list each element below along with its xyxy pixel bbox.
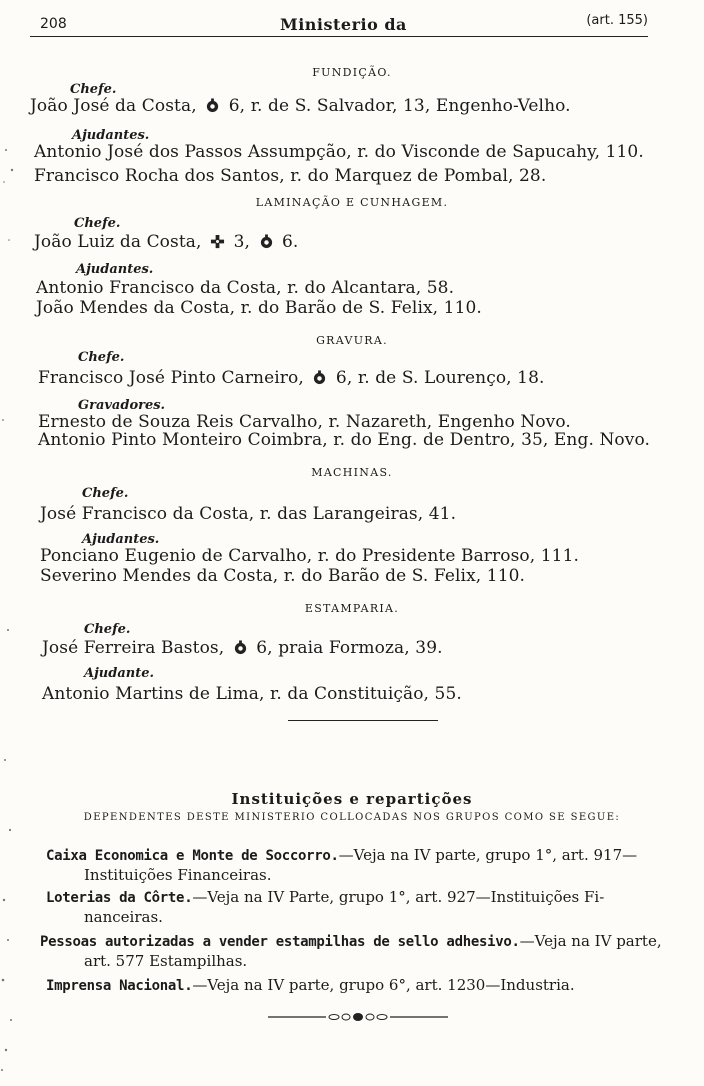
entry-name: João Luiz da Costa, [34, 232, 202, 252]
entry-name: João José da Costa, [30, 96, 197, 116]
entry-ajudante: João Mendes da Costa, r. do Barão de S. Felix, 110. [36, 298, 482, 318]
entry-middle: 3, [233, 232, 250, 252]
institution-continuation: nanceiras. [84, 908, 163, 926]
entry-ajudante: Antonio Martins de Lima, r. da Constituição, 55. [42, 684, 462, 704]
section-heading-gravura: GRAVURA. [316, 334, 388, 347]
role-label-chefe: Chefe. [82, 486, 129, 501]
institution-continuation: Instituições Financeiras. [84, 866, 272, 884]
ornamental-rule-icon [268, 1010, 448, 1024]
entry-gravador: Antonio Pinto Monteiro Coimbra, r. do Eng. de Dentro, 35, Eng. Novo. [38, 430, 651, 450]
entry-address: 6, r. de S. Lourenço, 18. [335, 368, 545, 388]
page-number: 208 [40, 16, 67, 32]
running-title: Ministerio da [280, 15, 407, 34]
section-heading-estamparia: ESTAMPARIA. [304, 602, 400, 615]
cross-badge-icon [210, 234, 225, 249]
institution-entry [46, 888, 674, 906]
entry-ajudante: Antonio José dos Passos Assumpção, r. do Visconde de Sapucahy, 110. [34, 142, 644, 162]
entry-ajudante: Severino Mendes da Costa, r. do Barão de S. Felix, 110. [40, 566, 526, 586]
institution-continuation: art. 577 Estampilhas. [84, 952, 248, 970]
institution-name: Caixa Economica e Monte de Soccorro. [46, 848, 339, 864]
institution-reference: —Veja na IV parte, [519, 932, 662, 950]
role-label-chefe: Chefe. [78, 350, 125, 365]
order-badge-icon [312, 370, 327, 385]
role-label-ajudante: Ajudante. [84, 666, 155, 681]
entry-name: Francisco José Pinto Carneiro, [38, 368, 304, 388]
entry-ajudante: Ponciano Eugenio de Carvalho, r. do Presidente Barroso, 111. [40, 546, 580, 566]
section-heading-machinas: MACHINAS. [311, 466, 393, 479]
entry-chefe-fundicao [30, 96, 571, 116]
role-label-gravadores: Gravadores. [78, 398, 166, 413]
institution-entry [40, 932, 668, 950]
role-label-chefe: Chefe. [84, 622, 131, 637]
order-badge-icon [259, 234, 274, 249]
order-badge-icon [205, 98, 220, 113]
institution-name: Pessoas autorizadas a vender estampilhas de sello adhesivo. [40, 934, 520, 950]
role-label-chefe: Chefe. [70, 82, 117, 97]
role-label-ajudantes: Ajudantes. [72, 128, 150, 143]
institution-name: Imprensa Nacional. [46, 978, 193, 994]
order-badge-icon [233, 640, 248, 655]
institution-name: Loterias da Côrte. [46, 890, 193, 906]
entry-chefe-machinas: José Francisco da Costa, r. das Larangeiras, 41. [40, 504, 457, 524]
entry-gravador: Ernesto de Souza Reis Carvalho, r. Nazareth, Engenho Novo. [38, 412, 571, 432]
section-heading-laminacao: LAMINAÇÃO E CUNHAGEM. [255, 196, 449, 209]
margin-specks [0, 0, 30, 1086]
section-heading-fundicao: FUNDIÇÃO. [312, 66, 392, 79]
institution-reference: —Veja na IV parte, grupo 1°, art. 917— [338, 846, 638, 864]
running-head [30, 10, 648, 37]
role-label-chefe: Chefe. [74, 216, 121, 231]
institution-entry [46, 976, 674, 994]
institution-reference: —Veja na IV parte, grupo 6°, art. 1230—Industria. [192, 976, 575, 994]
entry-name: José Ferreira Bastos, [42, 638, 225, 658]
role-label-ajudantes: Ajudantes. [82, 532, 160, 547]
entry-chefe-laminacao [34, 232, 298, 252]
entry-address: 6, r. de S. Salvador, 13, Engenho-Velho. [228, 96, 571, 116]
institution-entry [46, 846, 674, 864]
entry-ajudante: Antonio Francisco da Costa, r. do Alcantara, 58. [36, 278, 455, 298]
entry-chefe-gravura [38, 368, 545, 388]
institution-reference: —Veja na IV Parte, grupo 1°, art. 927—Instituições Fi- [192, 888, 605, 906]
role-label-ajudantes: Ajudantes. [76, 262, 154, 277]
section-divider [288, 720, 438, 721]
entry-ajudante: Francisco Rocha dos Santos, r. do Marquez de Pombal, 28. [34, 166, 547, 186]
entry-address: 6. [282, 232, 299, 252]
institutions-heading: Instituições e repartições [231, 790, 473, 808]
article-reference: (art. 155) [586, 13, 648, 28]
institutions-subheading: DEPENDENTES DESTE MINISTERIO COLLOCADAS NOS GRUPOS COMO SE SEGUE: [83, 812, 621, 823]
entry-chefe-estamparia [42, 638, 443, 658]
entry-address: 6, praia Formoza, 39. [256, 638, 443, 658]
